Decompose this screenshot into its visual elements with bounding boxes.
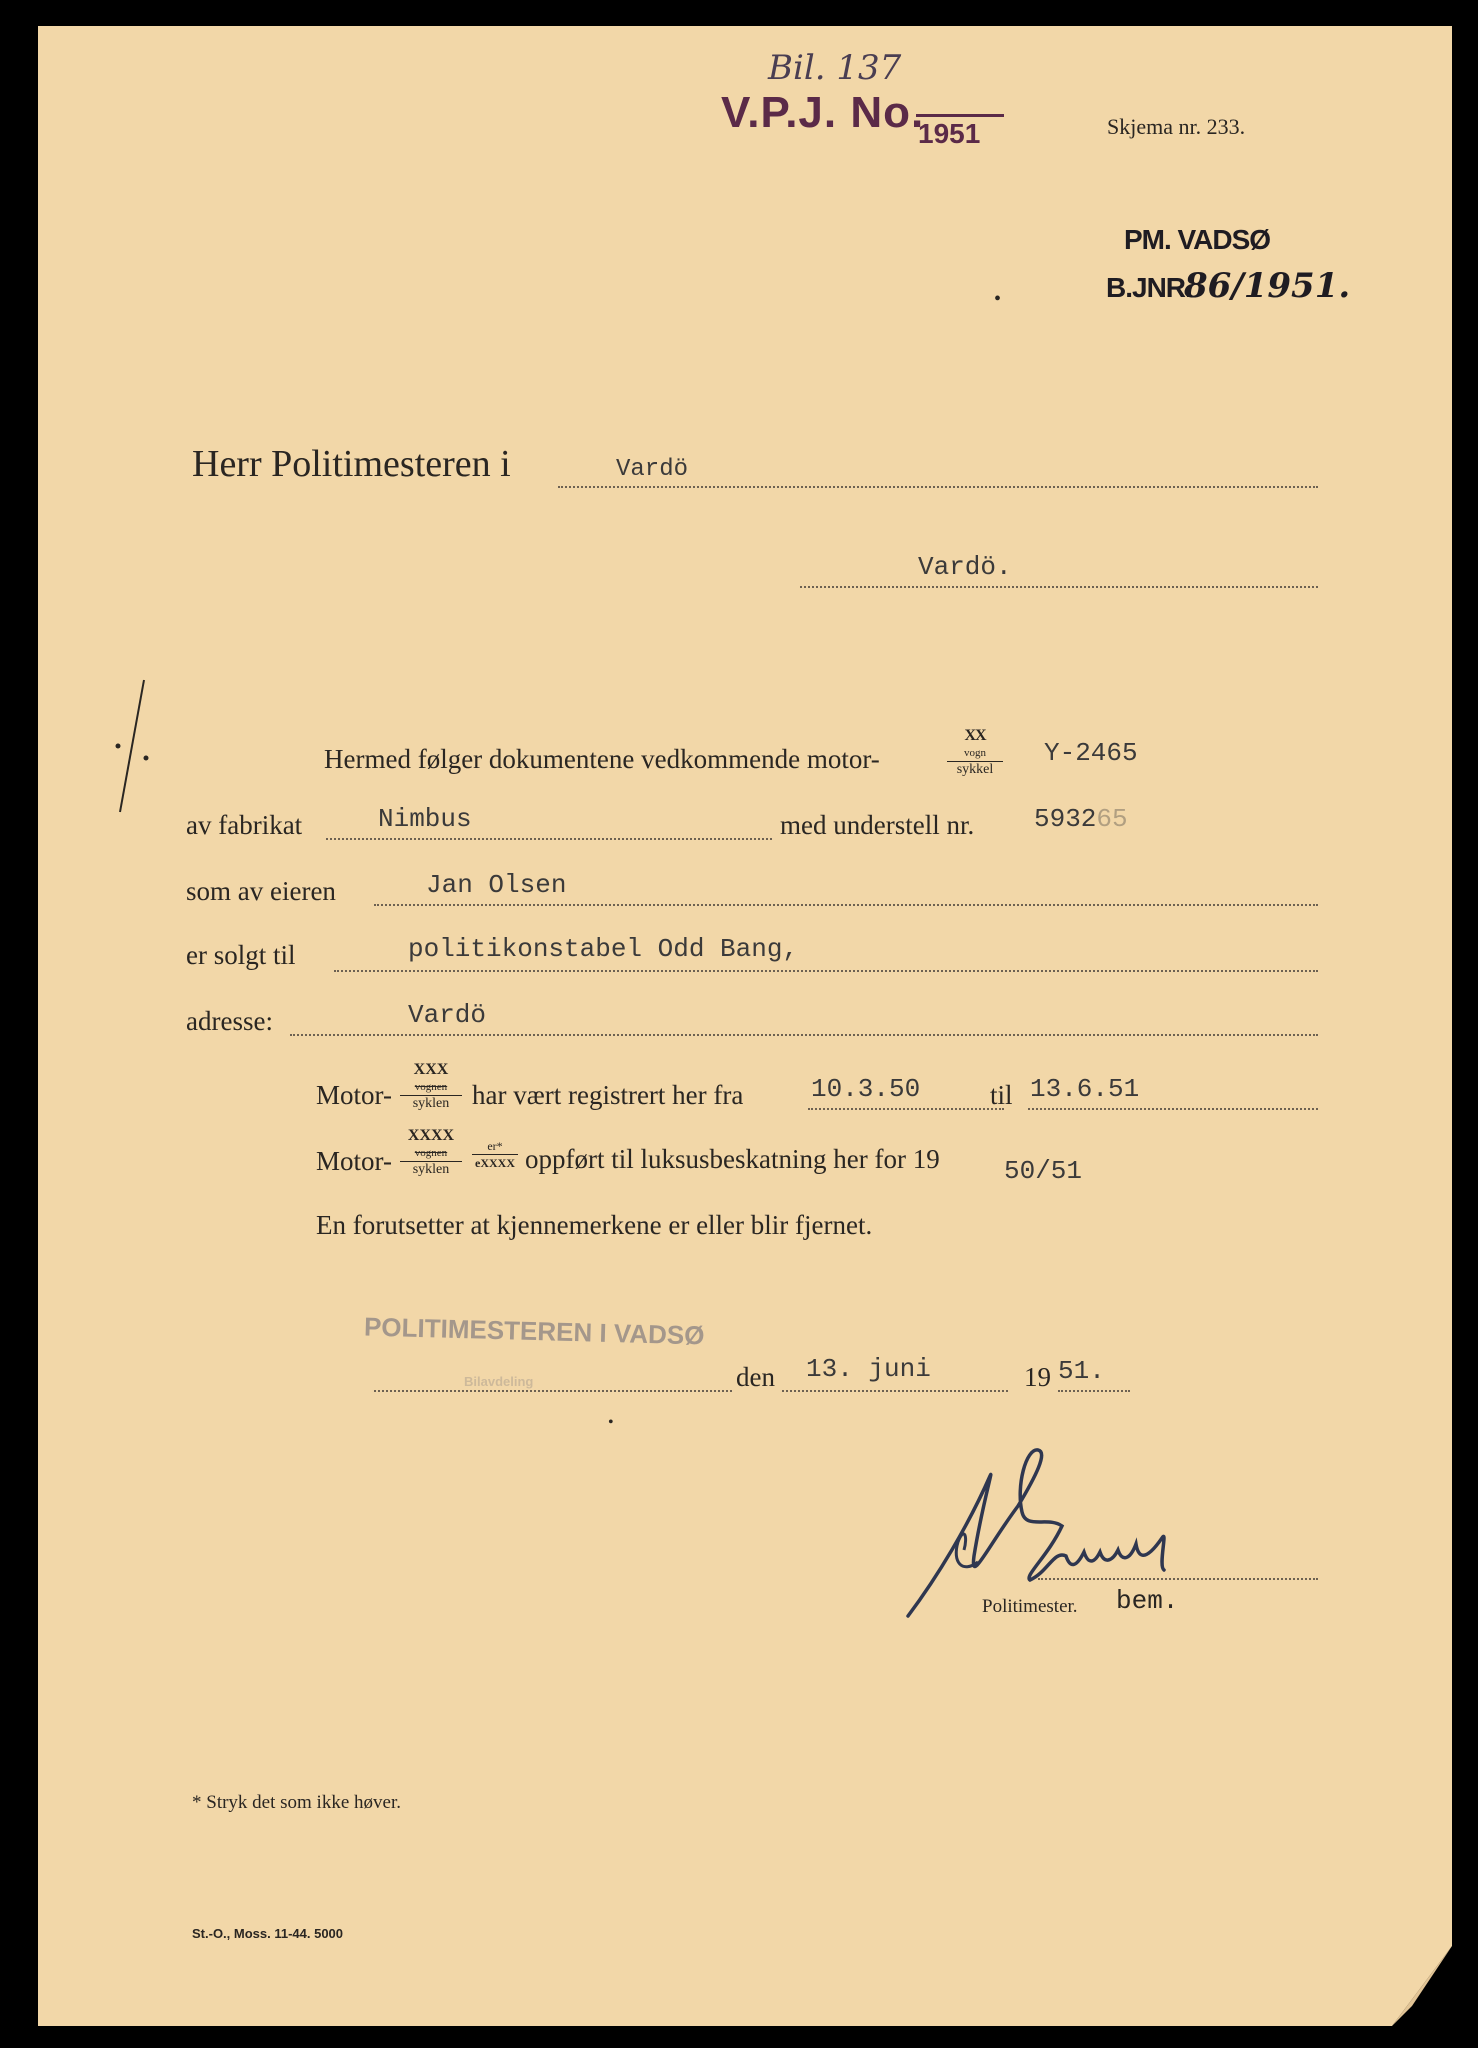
closing-text: En forutsetter at kjennemerkene er eller blir fjernet.	[316, 1210, 873, 1240]
tax-frac2-bottom: eXXXX	[475, 1156, 515, 1170]
owner-value: Jan Olsen	[426, 870, 567, 900]
place-signature-dotted-line	[374, 1390, 732, 1392]
tax-frac2-top: er*	[472, 1138, 518, 1155]
reg-til: til	[990, 1080, 1013, 1110]
reg-from-dotted-line	[808, 1108, 1004, 1110]
fabrikat-label: av fabrikat	[186, 810, 303, 840]
intro-text: Hermed følger dokumentene vedkommende motor-	[324, 744, 880, 774]
vpj-year: 1951	[918, 118, 981, 149]
city-typed: Vardö	[616, 456, 689, 483]
year-prefix: 19	[1024, 1362, 1051, 1392]
chassis-label: med understell nr.	[780, 810, 975, 840]
tax-fraction	[400, 1128, 462, 1178]
fabrikat-value: Nimbus	[378, 804, 472, 834]
year-value: 51.	[1058, 1356, 1105, 1386]
tax-year: 50/51	[1004, 1156, 1083, 1186]
tax-frac-top-small: vognen	[414, 1147, 448, 1159]
vpj-fraction-line	[916, 114, 1004, 117]
address-label: adresse:	[186, 1006, 273, 1036]
reg-prefix: Motor-	[316, 1080, 392, 1110]
city-dotted-line	[558, 486, 1318, 488]
reg-fraction	[400, 1062, 462, 1112]
reg-from-date: 10.3.50	[811, 1074, 921, 1104]
tax-frac-x: XXXX	[407, 1127, 455, 1144]
address-value: Vardö	[408, 1000, 487, 1030]
owner-label: som av eieren	[186, 876, 336, 906]
reg-to-date: 13.6.51	[1030, 1074, 1140, 1104]
vpj-stamp-label: V.P.J. No.	[721, 88, 925, 137]
reg-to-dotted-line	[1028, 1108, 1318, 1110]
journal-number: 86/1951.	[1184, 266, 1351, 306]
place-dotted-line	[800, 586, 1318, 588]
margin-mark	[112, 676, 162, 816]
vehicle-type-fraction	[947, 728, 1003, 778]
tax-verb-fraction	[472, 1138, 518, 1171]
vehicle-frac-x: XX	[964, 727, 986, 744]
date-dotted-line	[782, 1390, 1008, 1392]
fabrikat-dotted-line	[326, 838, 772, 840]
date-prefix: den	[736, 1362, 775, 1392]
chassis-number	[1034, 804, 1128, 834]
signer-title: Politimester.	[982, 1596, 1078, 1617]
stray-dot: •	[994, 288, 1002, 310]
tax-frac-bottom: syklen	[412, 1162, 450, 1177]
tax-prefix: Motor-	[316, 1146, 392, 1176]
signer-suffix: bem.	[1116, 1586, 1179, 1616]
place-typed: Vardö.	[918, 552, 1012, 582]
reg-frac-bottom: syklen	[412, 1096, 450, 1111]
reg-frac-x: XXX	[413, 1061, 449, 1078]
date-value: 13. juni	[806, 1354, 931, 1384]
footnote: * Stryk det som ikke høver.	[192, 1792, 401, 1813]
journal-stamp-line1: PM. VADSØ	[1124, 224, 1271, 255]
owner-dotted-line	[374, 904, 1318, 906]
form-number: Skjema nr. 233.	[1107, 114, 1246, 139]
address-dotted-line	[290, 1034, 1318, 1036]
sold-label: er solgt til	[186, 940, 296, 970]
sold-value: politikonstabel Odd Bang,	[408, 934, 799, 964]
vehicle-frac-bottom: sykkel	[956, 762, 994, 777]
police-stamp: POLITIMESTEREN I VADSØ	[363, 1311, 705, 1351]
chassis-value-faint: 65	[1096, 804, 1128, 834]
folded-corner	[1392, 1946, 1452, 2026]
journal-stamp-line2: B.JNR.	[1106, 272, 1192, 303]
salutation: Herr Politimesteren i	[192, 443, 511, 485]
registration-number: Y-2465	[1044, 738, 1138, 768]
year-dotted-line	[1058, 1390, 1130, 1392]
sold-dotted-line	[334, 970, 1318, 972]
form-sheet	[38, 26, 1452, 2026]
chassis-value: 5932	[1034, 804, 1097, 834]
stray-dot-2: •	[608, 1414, 614, 1431]
vehicle-frac-top-small: vogn	[964, 747, 986, 759]
reg-frac-top-small: vognen	[414, 1081, 448, 1093]
reg-text: har vært registrert her fra	[472, 1080, 744, 1110]
police-stamp-sub: Bilavdeling	[464, 1374, 534, 1389]
signature-dotted-line	[1038, 1578, 1318, 1580]
printer-info: St.-O., Moss. 11-44. 5000	[192, 1926, 344, 1941]
tax-text: oppført til luksusbeskatning her for 19	[525, 1144, 940, 1174]
vpj-handwritten-number: Bil. 137	[768, 48, 902, 88]
